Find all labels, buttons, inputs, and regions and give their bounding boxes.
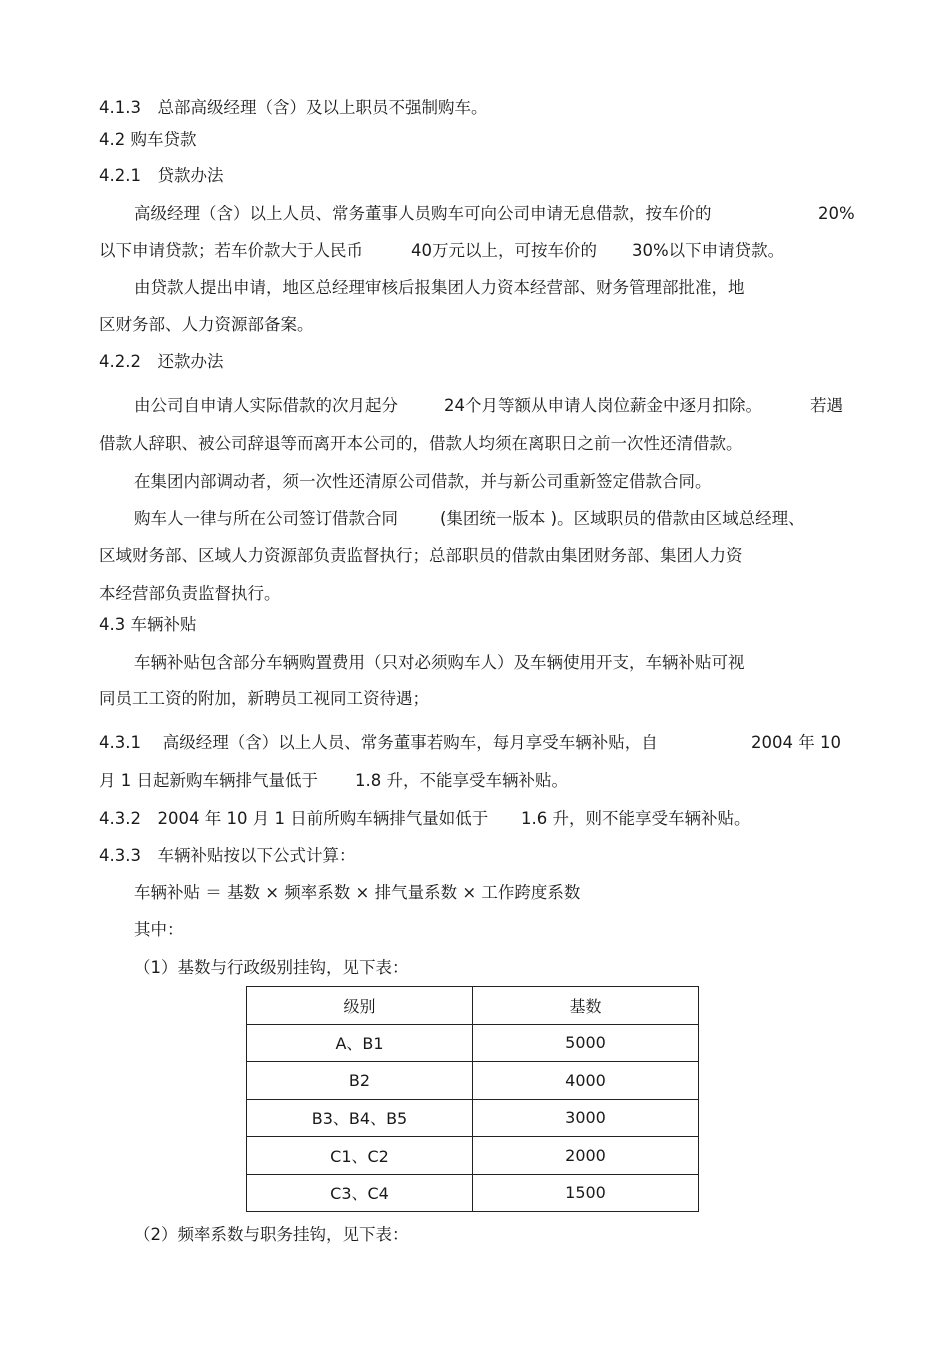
- paragraph-text: 购车人一律与所在公司签订借款合同: [134, 509, 398, 528]
- section-heading-4-3: 4.3 车辆补贴: [99, 615, 197, 634]
- table-header-cell: 基数: [473, 987, 699, 1025]
- table-row: [247, 1024, 699, 1062]
- paragraph-text: 若遇: [810, 396, 843, 415]
- table-caption: （1）基数与行政级别挂钩，见下表：: [134, 958, 409, 977]
- clause-4-1-3: 4.1.3 总部高级经理（含）及以上职员不强制购车。: [99, 98, 488, 117]
- clause-4-3-1: 4.3.1 高级经理（含）以上人员、常务董事若购车，每月享受车辆补贴，自: [99, 733, 658, 752]
- subsection-heading-4-2-1: 4.2.1 贷款办法: [99, 166, 224, 185]
- paragraph-text: 以下申请贷款；若车价款大于人民币: [99, 241, 363, 260]
- formula: 车辆补贴 ＝ 基数 × 频率系数 × 排气量系数 × 工作跨度系数: [134, 883, 581, 902]
- table-row: [247, 1137, 699, 1175]
- paragraph-text: 借款人辞职、被公司辞退等而离开本公司的，借款人均须在离职日之前一次性还清借款。: [99, 434, 743, 453]
- table-row: [247, 1099, 699, 1137]
- section-heading-4-2: 4.2 购车贷款: [99, 130, 197, 149]
- paragraph-text: 40万元以上，可按车价的: [411, 241, 597, 260]
- table-cell: 5000: [473, 1024, 699, 1062]
- table-cell: 2000: [473, 1137, 699, 1175]
- paragraph-text: 区域财务部、区域人力资源部负责监督执行；总部职员的借款由集团财务部、集团人力资: [99, 546, 743, 565]
- paragraph-text: 1.6 升，则不能享受车辆补贴。: [521, 809, 751, 828]
- paragraph-text: 2004 年 10: [751, 733, 841, 752]
- paragraph-text: 20%: [818, 204, 855, 223]
- subsection-heading-4-2-2: 4.2.2 还款办法: [99, 352, 224, 371]
- paragraph-text: 高级经理（含）以上人员、常务董事人员购车可向公司申请无息借款，按车价的: [134, 204, 712, 223]
- base-amount-table: [246, 986, 699, 1212]
- table-cell: 3000: [473, 1099, 699, 1137]
- table-row: [247, 1174, 699, 1212]
- table-caption: （2）频率系数与职务挂钩，见下表：: [134, 1225, 409, 1244]
- paragraph-text: 本经营部负责监督执行。: [99, 584, 281, 603]
- paragraph-text: 同员工工资的附加，新聘员工视同工资待遇；: [99, 689, 429, 708]
- table-row: [247, 1062, 699, 1100]
- paragraph-text: 由贷款人提出申请，地区总经理审核后报集团人力资本经营部、财务管理部批准，地: [134, 278, 745, 297]
- table-cell: C1、C2: [247, 1137, 473, 1175]
- table-cell: A、B1: [247, 1024, 473, 1062]
- paragraph-text: 区财务部、人力资源部备案。: [99, 315, 314, 334]
- table-cell: 4000: [473, 1062, 699, 1100]
- table-header-row: [247, 987, 699, 1025]
- paragraph-text: 30%以下申请贷款。: [632, 241, 785, 260]
- paragraph-text: 月 1 日起新购车辆排气量低于: [99, 771, 318, 790]
- table-header-cell: 级别: [247, 987, 473, 1025]
- table-cell: B3、B4、B5: [247, 1099, 473, 1137]
- paragraph-text: 24个月等额从申请人岗位薪金中逐月扣除。: [444, 396, 762, 415]
- clause-4-3-2: 4.3.2 2004 年 10 月 1 日前所购车辆排气量如低于: [99, 809, 489, 828]
- paragraph-text: 车辆补贴包含部分车辆购置费用（只对必须购车人）及车辆使用开支，车辆补贴可视: [134, 653, 745, 672]
- paragraph-text: 1.8 升，不能享受车辆补贴。: [355, 771, 568, 790]
- paragraph-text: 其中：: [134, 920, 184, 939]
- table-cell: B2: [247, 1062, 473, 1100]
- paragraph-text: 由公司自申请人实际借款的次月起分: [134, 396, 398, 415]
- clause-4-3-3: 4.3.3 车辆补贴按以下公式计算：: [99, 846, 356, 865]
- table-cell: 1500: [473, 1174, 699, 1212]
- paragraph-text: 在集团内部调动者，须一次性还清原公司借款，并与新公司重新签定借款合同。: [134, 472, 712, 491]
- paragraph-text: (集团统一版本 )。区域职员的借款由区域总经理、: [440, 509, 805, 528]
- table-cell: C3、C4: [247, 1174, 473, 1212]
